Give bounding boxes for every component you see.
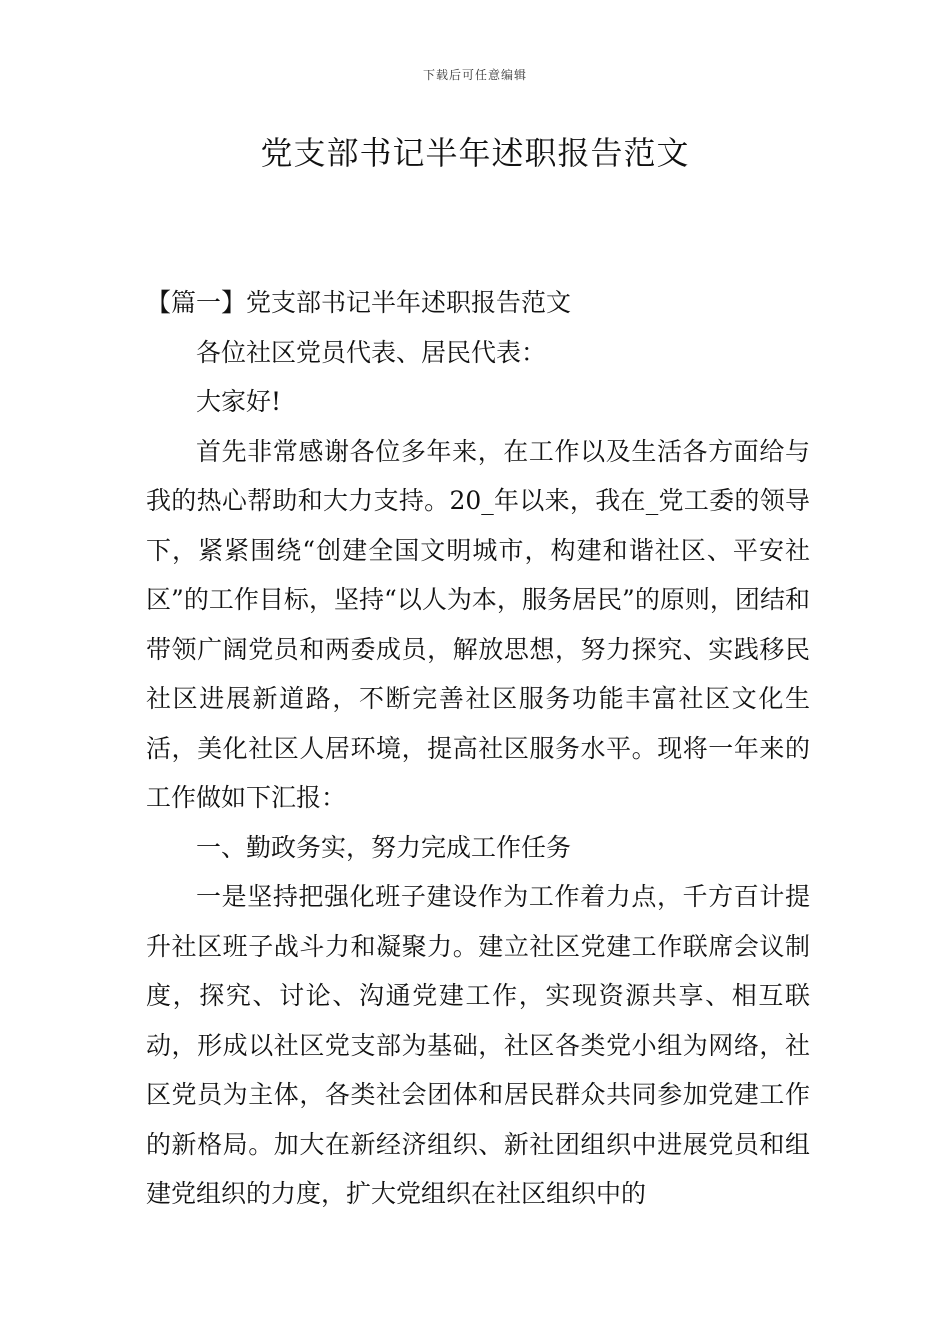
subheading-one: 一、勤政务实，努力完成工作任务 — [196, 832, 572, 862]
paragraph-introduction: 首先非常感谢各位多年来，在工作以及生活各方面给与我的热心帮助和大力支持。20_年以来，我在_党工委的领导下，紧紧围绕“创建全国文明城市，构建和谐社区、平安社区”的工作目标，坚持“以人为本，服务居民”的原则，团结和带领广阔党员和两委成员，解放思想，努力探究、实践移民社区进展新道路，不断完善社区服务功能丰富社区文化生活，美化社区人居环境，提高社区服务水平。现将一年来的工作做如下汇报： — [146, 436, 810, 812]
document-title: 党支部书记半年述职报告范文 — [260, 134, 690, 172]
document-body — [146, 278, 810, 1219]
greeting: 大家好! — [196, 387, 282, 416]
section-heading: 【篇一】党支部书记半年述职报告范文 — [146, 288, 572, 317]
paragraph-team-building: 一是坚持把强化班子建设作为工作着力点，千方百计提升社区班子战斗力和凝聚力。建立社区党建工作联席会议制度，探究、讨论、沟通党建工作，实现资源共享、相互联动，形成以社区党支部为基础，社区各类党小组为网络，社区党员为主体，各类社会团体和居民群众共同参加党建工作的新格局。加大在新经济组织、新社团组织中进展党员和组建党组织的力度，扩大党组织在社区组织中的 — [146, 882, 810, 1208]
header-note: 下载后可任意编辑 — [422, 68, 527, 82]
salutation: 各位社区党员代表、居民代表： — [196, 337, 547, 367]
